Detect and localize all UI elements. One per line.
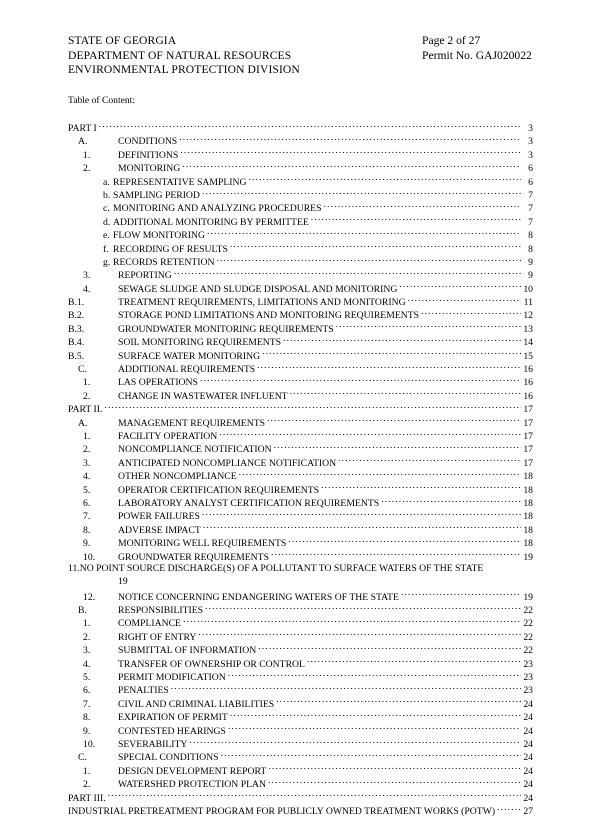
toc-entry-label: RECORDING OF RESULTS	[113, 243, 228, 255]
toc-entry-marker: 3.	[83, 270, 91, 282]
toc-dot-leader	[108, 790, 521, 801]
toc-entry-marker: 2.	[83, 163, 91, 175]
toc-entry-page: 12	[523, 310, 533, 322]
permit-number-label: Permit No. GAJ020022	[422, 48, 532, 62]
toc-entry-marker: 12.	[83, 591, 96, 603]
toc-entry-label: DESIGN DEVELOPMENT REPORT	[118, 765, 267, 777]
toc-dot-leader	[200, 374, 521, 385]
toc-entry-page: 7	[528, 216, 533, 228]
toc-entry-label: INDUSTRIAL PRETREATMENT PROGRAM FOR PUBLICLY OWNED TREATMENT WORKS (POTW)	[68, 805, 496, 817]
agency-line-division: ENVIRONMENTAL PROTECTION DIVISION	[68, 63, 300, 77]
toc-entry[interactable]	[68, 602, 533, 615]
toc-entry[interactable]	[68, 187, 533, 200]
toc-entry-label: SAMPLING PERIOD	[113, 189, 200, 201]
toc-entry-page: 7	[528, 189, 533, 201]
toc-entry-label: PART III.	[68, 792, 106, 804]
toc-entry-label: RIGHT OF ENTRY	[118, 631, 197, 643]
toc-entry[interactable]	[68, 388, 533, 401]
page-header	[68, 34, 540, 82]
toc-dot-leader	[202, 187, 521, 198]
toc-entry-page: 24	[523, 779, 533, 791]
toc-entry-page: 17	[523, 417, 533, 429]
toc-entry-page: 22	[523, 645, 533, 657]
toc-entry-marker: 1.	[83, 377, 91, 389]
toc-entry-label: CHANGE IN WASTEWATER INFLUENT	[118, 390, 288, 402]
toc-entry-marker: B.2.	[68, 310, 85, 322]
toc-dot-leader	[307, 656, 521, 667]
toc-entry[interactable]	[68, 227, 533, 240]
toc-entry-page: 18	[523, 471, 533, 483]
toc-entry-page: 14	[523, 337, 533, 349]
toc-entry[interactable]	[68, 669, 533, 682]
toc-dot-leader	[321, 482, 521, 493]
toc-dot-leader	[174, 267, 521, 278]
toc-entry[interactable]	[68, 522, 533, 535]
toc-entry[interactable]	[68, 468, 533, 481]
toc-entry-label: TREATMENT REQUIREMENTS, LIMITATIONS AND MONITORING	[118, 297, 406, 309]
toc-entry-marker: 8.	[83, 712, 91, 724]
toc-entry-marker: C.	[78, 364, 87, 376]
toc-dot-leader	[203, 522, 521, 533]
toc-entry-label: STORAGE POND LIMITATIONS AND MONITORING REQUIREMENTS	[118, 310, 420, 322]
toc-entry-marker: 5.	[83, 484, 91, 496]
toc-entry[interactable]	[68, 656, 533, 669]
toc-entry-page: 15	[523, 350, 533, 362]
toc-entry[interactable]	[68, 120, 533, 133]
toc-entry-marker: g.	[103, 256, 111, 268]
toc-dot-leader	[239, 468, 521, 479]
toc-entry[interactable]	[68, 508, 533, 521]
toc-entry-marker: C.	[78, 752, 87, 764]
toc-dot-leader	[336, 321, 521, 332]
toc-entry[interactable]	[68, 749, 533, 762]
toc-entry-label: SPECIAL CONDITIONS	[118, 752, 219, 764]
toc-entry-label: NOTICE CONCERNING ENDANGERING WATERS OF THE STATE	[118, 591, 399, 603]
toc-entry-page: 9	[528, 270, 533, 282]
toc-dot-leader	[262, 348, 521, 359]
permit-header-block	[422, 34, 532, 63]
toc-entry-marker: 1.	[83, 149, 91, 161]
toc-entry[interactable]	[68, 160, 533, 173]
toc-entry[interactable]	[68, 374, 533, 387]
toc-dot-leader	[216, 254, 521, 265]
toc-entry-label: ADDITIONAL REQUIREMENTS	[118, 364, 256, 376]
toc-entry-marker: B.1.	[68, 297, 85, 309]
toc-entry[interactable]	[68, 147, 533, 160]
toc-dot-leader	[323, 200, 521, 211]
toc-entry[interactable]	[68, 696, 533, 709]
toc-dot-leader	[381, 495, 521, 506]
toc-entry-page: 17	[523, 404, 533, 416]
toc-entry-marker: 4.	[83, 658, 91, 670]
toc-entry[interactable]	[68, 562, 533, 589]
toc-entry-marker: 2.	[83, 779, 91, 791]
toc-entry-marker: 8.	[83, 524, 91, 536]
toc-entry-page: 22	[523, 631, 533, 643]
toc-entry-label: SEWAGE SLUDGE AND SLUDGE DISPOSAL AND MONITORING	[118, 283, 398, 295]
toc-entry-marker: 11.	[68, 562, 80, 574]
toc-entry[interactable]	[68, 307, 533, 320]
toc-entry-marker: B.3.	[68, 323, 85, 335]
toc-entry-label: GROUNDWATER MONITORING REQUIREMENTS	[118, 323, 334, 335]
toc-dot-leader	[182, 160, 521, 171]
toc-dot-leader	[202, 508, 521, 519]
toc-entry-marker: 1.	[83, 618, 91, 630]
toc-entry-marker: 9.	[83, 725, 91, 737]
toc-entry-label: PERMIT MODIFICATION	[118, 672, 226, 684]
toc-entry-marker: b.	[103, 189, 111, 201]
toc-entry[interactable]	[68, 334, 533, 347]
toc-entry-page: 3	[528, 123, 533, 134]
page-number-label: Page 2 of 27	[422, 34, 481, 47]
toc-entry-label: MONITORING	[118, 163, 181, 175]
toc-entry-marker: 4.	[83, 471, 91, 483]
toc-entry[interactable]	[68, 723, 533, 736]
toc-entry[interactable]	[68, 361, 533, 374]
toc-entry-label: WATERSHED PROTECTION PLAN	[118, 779, 267, 791]
toc-dot-leader	[271, 549, 521, 560]
toc-entry-label: ADVERSE IMPACT	[118, 524, 201, 536]
toc-entry[interactable]	[68, 763, 533, 776]
toc-entry-label: SURFACE WATER MONITORING	[118, 350, 261, 362]
toc-entry-marker: 10.	[83, 738, 96, 750]
toc-entry[interactable]	[68, 642, 533, 655]
toc-dot-leader	[171, 682, 521, 693]
toc-entry-marker: 6.	[83, 497, 91, 509]
toc-entry-page: 24	[523, 725, 533, 737]
toc-entry-label: REPRESENTATIVE SAMPLING	[113, 176, 247, 188]
toc-dot-leader	[401, 589, 521, 600]
toc-dot-leader	[205, 602, 521, 613]
toc-entry-marker: B.	[78, 605, 87, 617]
toc-entry[interactable]	[68, 589, 533, 602]
toc-entry-marker: 3.	[83, 645, 91, 657]
toc-entry[interactable]	[68, 803, 533, 816]
toc-dot-leader	[189, 736, 521, 747]
toc-entry-label: LABORATORY ANALYST CERTIFICATION REQUIREMENTS	[118, 497, 380, 509]
toc-entry-label: DEFINITIONS	[118, 149, 179, 161]
toc-entry[interactable]	[68, 629, 533, 642]
agency-line-department: DEPARTMENT OF NATURAL RESOURCES	[68, 48, 292, 62]
toc-entry-marker: A.	[78, 417, 88, 429]
toc-entry-page: 19	[118, 576, 128, 588]
toc-entry-page: 27	[523, 805, 533, 817]
toc-dot-leader	[408, 294, 521, 305]
toc-entry[interactable]	[68, 482, 533, 495]
toc-entry-marker: B.5.	[68, 350, 85, 362]
toc-entry-label: RESPONSIBILITIES	[118, 605, 204, 617]
toc-entry-page: 24	[523, 792, 533, 804]
toc-entry-label: LAS OPERATIONS	[118, 377, 198, 389]
toc-entry-label: SUBMITTAL OF INFORMATION	[118, 645, 257, 657]
toc-entry[interactable]	[68, 776, 533, 789]
toc-entry[interactable]	[68, 455, 533, 468]
toc-entry-page: 18	[523, 538, 533, 550]
toc-entry[interactable]	[68, 682, 533, 695]
toc-entry[interactable]	[68, 321, 533, 334]
toc-entry-marker: 2.	[83, 444, 91, 456]
toc-entry-marker: 2.	[83, 631, 91, 643]
toc-dot-leader	[268, 763, 521, 774]
toc-entry-page: 19	[523, 551, 533, 563]
toc-entry-label: EXPIRATION OF PERMIT	[118, 712, 228, 724]
toc-dot-leader	[179, 133, 521, 144]
toc-entry-label: COMPLIANCE	[118, 618, 181, 630]
toc-entry[interactable]	[68, 281, 533, 294]
toc-dot-leader	[228, 669, 521, 680]
toc-entry-label: MONITORING WELL REQUIREMENTS	[118, 538, 287, 550]
toc-entry-marker: 10.	[83, 551, 96, 563]
toc-entry-page: 3	[528, 136, 533, 148]
toc-entry-marker: d.	[103, 216, 111, 228]
toc-entry-page: 23	[523, 658, 533, 670]
toc-entry-marker: 6.	[83, 685, 91, 697]
toc-entry-page: 23	[523, 672, 533, 684]
toc-entry-page: 16	[523, 377, 533, 389]
toc-entry-marker: 7.	[83, 698, 91, 710]
toc-entry-marker: f.	[103, 243, 109, 255]
toc-entry-label: OPERATOR CERTIFICATION REQUIREMENTS	[118, 484, 320, 496]
toc-entry-label: FACILITY OPERATION	[118, 430, 218, 442]
toc-dot-leader	[230, 241, 521, 252]
toc-entry-page: 18	[523, 484, 533, 496]
toc-entry-page: 11	[523, 297, 533, 309]
toc-entry-marker: 2.	[83, 390, 91, 402]
toc-dot-leader	[221, 749, 521, 760]
toc-dot-leader	[338, 455, 521, 466]
toc-dot-leader	[421, 307, 521, 318]
toc-entry-label: REPORTING	[118, 270, 172, 282]
toc-entry-page: 18	[523, 511, 533, 523]
toc-entry[interactable]	[68, 441, 533, 454]
toc-entry-label: CONDITIONS	[118, 136, 178, 148]
toc-entry[interactable]	[68, 535, 533, 548]
toc-entry-page: 10	[523, 283, 533, 295]
toc-entry-marker: 5.	[83, 672, 91, 684]
toc-dot-leader	[228, 723, 521, 734]
toc-entry[interactable]	[68, 254, 533, 267]
toc-entry-page: 24	[523, 698, 533, 710]
toc-entry-page: 22	[523, 618, 533, 630]
toc-entry-label: RECORDS RETENTION	[113, 256, 215, 268]
toc-entry[interactable]	[68, 200, 533, 213]
toc-entry-label: POWER FAILURES	[118, 511, 200, 523]
toc-entry-label: TRANSFER OF OWNERSHIP OR CONTROL	[118, 658, 305, 670]
toc-dot-leader	[268, 776, 521, 787]
toc-entry-marker: 1.	[83, 430, 91, 442]
toc-dot-leader	[183, 615, 521, 626]
toc-entry-page: 17	[523, 430, 533, 442]
toc-entry-marker: 4.	[83, 283, 91, 295]
toc-dot-leader	[180, 147, 521, 158]
toc-dot-leader	[267, 415, 521, 426]
agency-header-block	[68, 34, 300, 78]
toc-entry[interactable]	[68, 790, 533, 803]
toc-entry-page: 8	[528, 230, 533, 242]
toc-entry[interactable]	[68, 174, 533, 187]
toc-entry-page: 8	[528, 243, 533, 255]
toc-caption: Table of Content:	[68, 95, 136, 106]
toc-entry-marker: B.4.	[68, 337, 85, 349]
toc-entry-page: 6	[528, 163, 533, 175]
toc-entry-marker: 1.	[83, 765, 91, 777]
toc-dot-leader	[257, 361, 521, 372]
toc-entry-label: NO POINT SOURCE DISCHARGE(S) OF A POLLUTANT TO SURFACE WATERS OF THE STATE	[79, 562, 484, 574]
toc-entry[interactable]	[68, 415, 533, 428]
toc-entry-label: ANTICIPATED NONCOMPLIANCE NOTIFICATION	[118, 457, 337, 469]
agency-line-state: STATE OF GEORGIA	[68, 34, 177, 47]
toc-dot-leader	[311, 214, 521, 225]
toc-entry-page: 19	[523, 591, 533, 603]
toc-dot-leader	[290, 388, 521, 399]
toc-dot-leader	[497, 803, 521, 814]
toc-entry-label: OTHER NONCOMPLIANCE	[118, 471, 237, 483]
toc-entry[interactable]	[68, 615, 533, 628]
toc-dot-leader	[399, 281, 521, 292]
toc-dot-leader	[258, 642, 521, 653]
toc-entry-page: 13	[523, 323, 533, 335]
toc-entry-label: SEVERABILITY	[118, 738, 188, 750]
toc-entry[interactable]	[68, 549, 533, 562]
toc-dot-leader	[283, 334, 521, 345]
table-of-contents	[68, 120, 533, 816]
toc-entry-page: 3	[528, 149, 533, 161]
toc-entry-label: GROUNDWATER REQUIREMENTS	[118, 551, 269, 563]
toc-entry-marker: 3.	[83, 457, 91, 469]
toc-entry-marker: 7.	[83, 511, 91, 523]
toc-dot-leader	[276, 696, 521, 707]
toc-entry-label: SOIL MONITORING REQUIREMENTS	[118, 337, 282, 349]
toc-entry-label: MANAGEMENT REQUIREMENTS	[118, 417, 266, 429]
toc-entry-page: 6	[528, 176, 533, 188]
toc-dot-leader	[104, 401, 521, 412]
toc-entry-marker: 9.	[83, 538, 91, 550]
toc-entry-page: 24	[523, 738, 533, 750]
toc-entry[interactable]	[68, 294, 533, 307]
toc-entry-page: 16	[523, 364, 533, 376]
toc-entry-page: 22	[523, 605, 533, 617]
toc-entry-marker: A.	[78, 136, 88, 148]
toc-entry-label: PART II.	[68, 404, 103, 416]
toc-dot-leader	[207, 227, 521, 238]
toc-entry-label: MONITORING AND ANALYZING PROCEDURES	[113, 203, 322, 215]
toc-dot-leader	[230, 709, 521, 720]
toc-entry[interactable]	[68, 241, 533, 254]
toc-entry-label: NONCOMPLIANCE NOTIFICATION	[118, 444, 272, 456]
toc-entry-page: 17	[523, 444, 533, 456]
toc-entry-page: 24	[523, 752, 533, 764]
toc-entry[interactable]	[68, 133, 533, 146]
toc-entry[interactable]	[68, 495, 533, 508]
toc-entry-label: PENALTIES	[118, 685, 169, 697]
toc-entry-label: PART I	[68, 123, 97, 134]
toc-entry-label: CIVIL AND CRIMINAL LIABILITIES	[118, 698, 275, 710]
toc-dot-leader	[198, 629, 521, 640]
toc-dot-leader	[288, 535, 521, 546]
toc-entry[interactable]	[68, 428, 533, 441]
toc-dot-leader	[99, 120, 521, 131]
toc-dot-leader	[274, 441, 521, 452]
toc-entry-page: 7	[528, 203, 533, 215]
toc-entry-label: ADDITIONAL MONITORING BY PERMITTEE	[113, 216, 309, 228]
toc-entry-page: 18	[523, 524, 533, 536]
toc-dot-leader	[219, 428, 521, 439]
toc-entry-page: 18	[523, 497, 533, 509]
toc-entry-page: 17	[523, 457, 533, 469]
toc-entry-page: 24	[523, 712, 533, 724]
toc-entry-page: 16	[523, 390, 533, 402]
toc-entry-page: 23	[523, 685, 533, 697]
toc-entry-marker: c.	[103, 203, 110, 215]
toc-entry-marker: e.	[103, 230, 110, 242]
toc-entry-label: FLOW MONITORING	[113, 230, 205, 242]
toc-entry[interactable]	[68, 736, 533, 749]
toc-dot-leader	[249, 174, 521, 185]
toc-entry-page: 9	[528, 256, 533, 268]
toc-entry-label: CONTESTED HEARINGS	[118, 725, 226, 737]
toc-entry[interactable]	[68, 348, 533, 361]
toc-entry-marker: a.	[103, 176, 110, 188]
toc-entry-page: 24	[523, 765, 533, 777]
toc-entry[interactable]	[68, 709, 533, 722]
toc-entry[interactable]	[68, 401, 533, 414]
toc-entry[interactable]	[68, 267, 533, 280]
toc-entry[interactable]	[68, 214, 533, 227]
